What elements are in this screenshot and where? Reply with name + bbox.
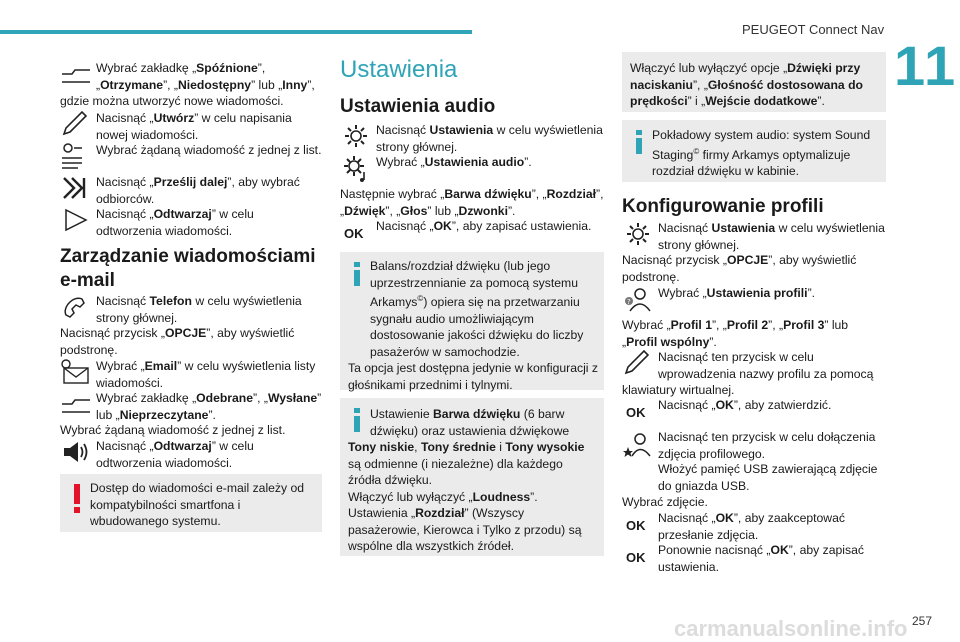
- instruction-forward: Nacisnąć „Prześlij dalej”, aby wybrać odbiorców.: [60, 174, 322, 208]
- header-accent-bar: [0, 30, 472, 34]
- instruction-settings: Nacisnąć Ustawienia w celu wyświetlenia strony głównej.: [340, 122, 604, 156]
- page-number: 257: [912, 614, 933, 628]
- instruction-profile-settings: ? Wybrać „Ustawienia profili”.: [622, 285, 886, 315]
- chapter-section-title: Ustawienia: [340, 56, 458, 83]
- paragraph: Następnie wybrać „Barwa dźwięku”, „Rozdział”, „Dźwięk”, „Głos” lub „Dzwonki”.: [340, 187, 604, 218]
- play-icon: [60, 206, 92, 234]
- profile-photo-icon: [622, 429, 654, 457]
- envelope-icon: [60, 358, 92, 386]
- info-note-arkamys: Pokładowy system audio: system Sound Staging© firmy Arkamys optymalizuje rozdział dźwięku w kabinie.: [622, 120, 886, 182]
- instruction-add-photo: Nacisnąć ten przycisk w celu dołączenia zdjęcia profilowego.: [622, 429, 886, 463]
- section-heading-email: Zarządzanie wiadomościami e-mail: [60, 246, 316, 291]
- note-sound-options: Włączyć lub wyłączyć opcje „Dźwięki przy naciskaniu”, „Głośność dostosowana do prędkości” i „Wejście dodatkowe”.: [622, 52, 886, 112]
- ok-icon: OK: [344, 226, 364, 241]
- warning-note: Dostęp do wiadomości e-mail zależy od kompatybilności smartfona i wbudowanego systemu.: [60, 474, 322, 532]
- pencil-icon: [622, 349, 654, 377]
- info-note-balance-text: Balans/rozdział dźwięku (lub jego uprzestrzennianie za pomocą systemu Arkamys©) opiera się na przetwarzaniu sygnału audio umożliwiającym dostosowanie jakości dźwięku do liczby pasażerów w samochodzie. Ta opcja jest dostępna jedynie w konfiguracji z głośnikami przednimi i tylnymi.: [348, 259, 598, 392]
- instruction-ok-save: OK Ponownie nacisnąć „OK”, aby zapisać ustawienia.: [622, 542, 886, 576]
- paragraph: gdzie można utworzyć nowe wiadomości.: [60, 94, 284, 108]
- instruction-create: Nacisnąć „Utwórz” w celu napisania nowej wiadomości.: [60, 110, 322, 144]
- instruction-play: Nacisnąć „Odtwarzaj” w celu odtworzenia wiadomości.: [60, 206, 322, 240]
- header-title: PEUGEOT Connect Nav: [742, 22, 885, 37]
- phone-icon: [60, 293, 92, 321]
- chapter-number: 11: [894, 34, 958, 97]
- profile-icon: [622, 285, 654, 313]
- paragraph: Wybrać zdjęcie.: [622, 495, 708, 509]
- instruction-email: Wybrać „Email” w celu wyświetlenia listy wiadomości.: [60, 358, 322, 392]
- instruction-select-message: Wybrać żądaną wiadomość z jednej z list.: [60, 142, 322, 176]
- info-icon: [632, 130, 646, 154]
- ok-icon: OK: [626, 405, 646, 420]
- paragraph: Wybrać „Profil 1”, „Profil 2”, „Profil 3” lub „Profil wspólny”.: [622, 318, 849, 349]
- list-icon: [60, 142, 92, 170]
- section-heading-profiles: Konfigurowanie profili: [622, 196, 824, 217]
- tab-icon: [60, 60, 92, 88]
- tab-icon: [60, 390, 92, 418]
- instruction-settings: Nacisnąć Ustawienia w celu wyświetlenia strony głównej.: [622, 220, 886, 254]
- instruction-audio-settings: Wybrać „Ustawienia audio”.: [340, 154, 604, 188]
- instruction-ok-confirm: OK Nacisnąć „OK”, aby zatwierdzić.: [622, 397, 886, 427]
- gear-music-icon: [340, 154, 372, 182]
- info-note-tone-text: Ustawienie Barwa dźwięku (6 barw dźwięku) oraz ustawienia dźwiękowe Tony niskie, Tony średnie i Tony wysokie są odmienne (i niezależne) dla każdego źródła dźwięku. Włączyć lub wyłączyć „Loudness”. Ustawienia „Rozdział” (Wszyscy pasażerowie, Kierowca i Tylko z przodu) są wspólne dla wszystkich źródeł.: [348, 407, 585, 553]
- instruction-select-tab: Wybrać zakładkę „Spóźnione”, „Otrzymane”, „Niedostępny” lub „Inny”,: [60, 60, 322, 96]
- instruction-edit-name: Nacisnąć ten przycisk w celu wprowadzenia nazwy profilu za pomocą: [622, 349, 886, 383]
- forward-icon: [60, 174, 92, 202]
- ok-icon: OK: [626, 518, 646, 533]
- instruction-select-inbox-tab: Wybrać zakładkę „Odebrane”, „Wysłane” lub „Nieprzeczytane”.: [60, 390, 322, 424]
- pencil-icon: [60, 110, 92, 138]
- gear-icon: [622, 220, 654, 248]
- instruction-phone: Nacisnąć Telefon w celu wyświetlenia strony głównej.: [60, 293, 322, 327]
- warning-icon: [70, 484, 84, 514]
- instruction-play-email: Nacisnąć „Odtwarzaj” w celu odtworzenia wiadomości.: [60, 438, 322, 472]
- paragraph: klawiatury wirtualnej.: [622, 383, 735, 397]
- gear-icon: [340, 122, 372, 150]
- paragraph: Wybrać żądaną wiadomość z jednej z list.: [60, 423, 286, 437]
- paragraph: Nacisnąć przycisk „OPCJE”, aby wyświetlić podstronę.: [622, 253, 857, 284]
- paragraph: Nacisnąć przycisk „OPCJE”, aby wyświetlić podstronę.: [60, 326, 295, 357]
- instruction-ok: OK Nacisnąć „OK”, aby zapisać ustawienia.: [340, 218, 604, 248]
- instruction-ok-accept: OK Nacisnąć „OK”, aby zaakceptować przesłanie zdjęcia.: [622, 510, 886, 544]
- section-heading-audio: Ustawienia audio: [340, 96, 496, 117]
- ok-icon: OK: [626, 550, 646, 565]
- instruction-usb: Włożyć pamięć USB zawierającą zdjęcie do gniazda USB.: [658, 462, 878, 493]
- watermark: carmanualsonline.info: [674, 616, 908, 641]
- svg-text:?: ?: [627, 298, 631, 306]
- speaker-icon: [60, 438, 92, 466]
